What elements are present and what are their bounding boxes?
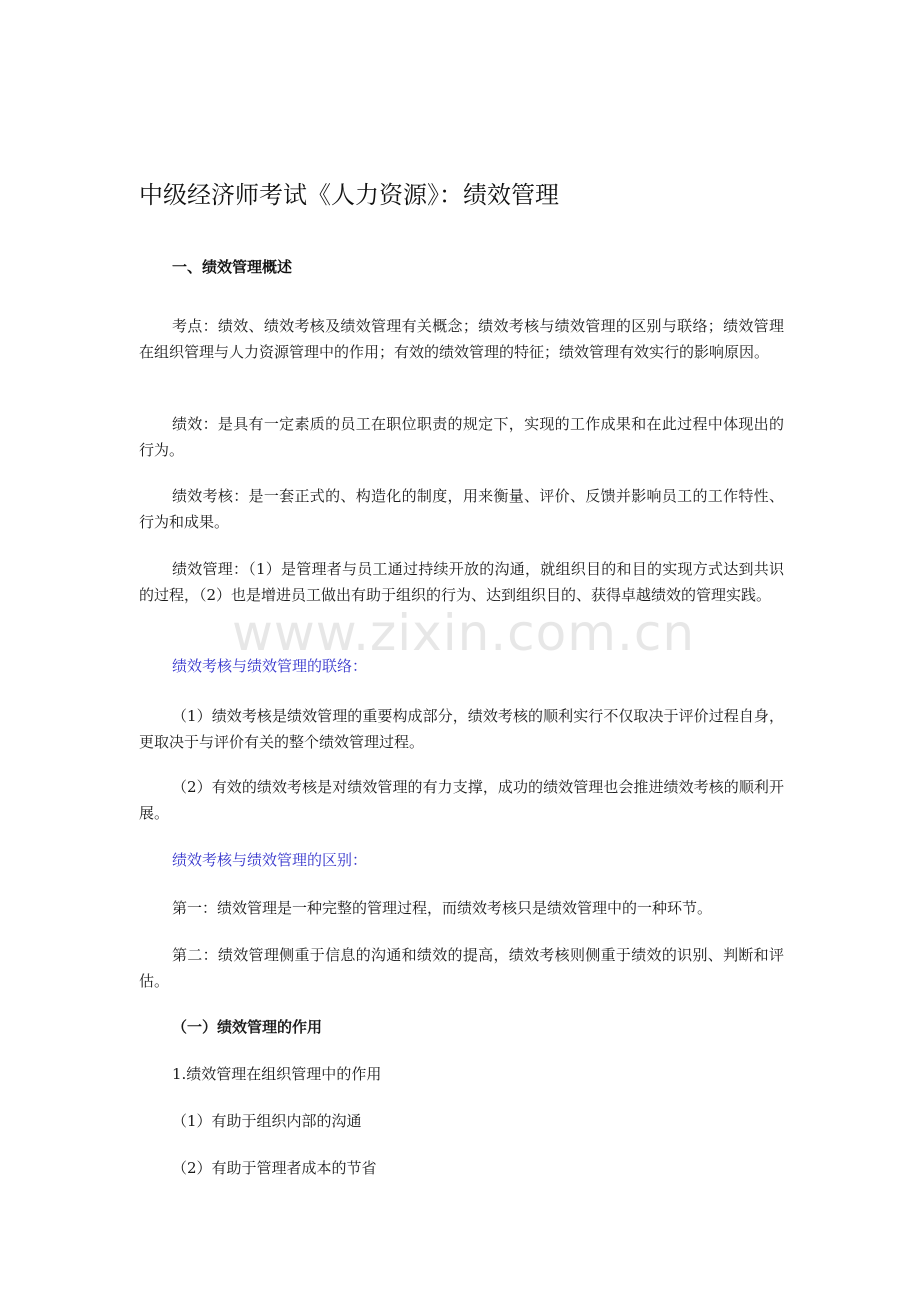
paragraph-lianluo-2: （2）有效的绩效考核是对绩效管理的有力支撑，成功的绩效管理也会推进绩效考核的顺利开展。: [139, 778, 784, 822]
document-title: 中级经济师考试《人力资源》：绩效管理: [139, 181, 559, 209]
section-heading: 一、绩效管理概述: [172, 258, 293, 276]
qubie-heading: 绩效考核与绩效管理的区别：: [172, 851, 368, 869]
paragraph-jixiao-guanli: 绩效管理：（1）是管理者与员工通过持续开放的沟通，就组织目的和目的实现方式达到共识的过程，（2）也是增进员工做出有助于组织的行为、达到组织目的、获得卓越绩效的管理实践。: [139, 560, 784, 604]
paragraph-qubie-2: 第二：绩效管理侧重于信息的沟通和绩效的提高，绩效考核则侧重于绩效的识别、判断和评估。: [139, 946, 784, 990]
paragraph-jixiao-kaohe: 绩效考核：是一套正式的、构造化的制度，用来衡量、评价、反馈并影响员工的工作特性、行为和成果。: [139, 487, 784, 531]
paragraph-qubie-1: 第一：绩效管理是一种完整的管理过程，而绩效考核只是绩效管理中的一种环节。: [172, 899, 713, 917]
subsection-heading: （一）绩效管理的作用: [172, 1018, 323, 1036]
list-item: （2）有助于管理者成本的节省: [172, 1159, 377, 1177]
paragraph-lianluo-1: （1）绩效考核是绩效管理的重要构成部分，绩效考核的顺利实行不仅取决于评价过程自身，更取决于与评价有关的整个绩效管理过程。: [139, 707, 784, 751]
paragraph-jixiao: 绩效：是具有一定素质的员工在职位职责的规定下，实现的工作成果和在此过程中体现出的行为。: [139, 415, 784, 459]
list-item: 1.绩效管理在组织管理中的作用: [172, 1065, 382, 1083]
lianluo-heading: 绩效考核与绩效管理的联络：: [172, 657, 368, 675]
list-item: （1）有助于组织内部的沟通: [172, 1112, 362, 1130]
watermark: www.zixin.com.cn: [232, 604, 696, 662]
paragraph-kaodian: 考点：绩效、绩效考核及绩效管理有关概念；绩效考核与绩效管理的区别与联络；绩效管理在组织管理与人力资源管理中的作用；有效的绩效管理的特征；绩效管理有效实行的影响原因。: [139, 317, 784, 361]
